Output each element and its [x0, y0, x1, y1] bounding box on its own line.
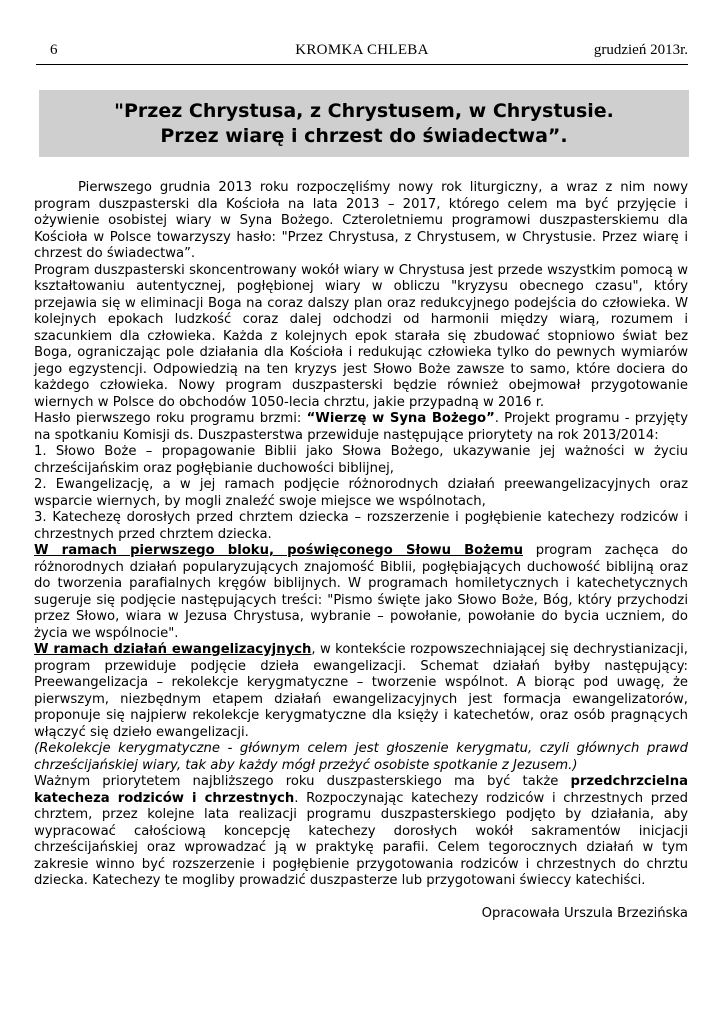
paragraph-motto [34, 411, 688, 444]
publication-title: KROMKA CHLEBA [295, 42, 429, 58]
page-header [36, 42, 688, 64]
paragraph-evangelization [34, 642, 688, 741]
catechesis-text: . Rozpoczynając katechezy rodziców i chrzestnych przed chrztem, przez kolejne lata realizacji programu duszpasterskiego podjęto by działania, aby wypracować całościową koncepcję katechezy dorosłych wokół sakramentów inicjacji chrześcijańskiej oraz wprowadzać ją w praktykę parafii. Celem tegorocznych działań w tym zakresie winno być rozszerzenie i pogłębienie przygotowania rodziców i chrzestnych do chrztu dziecka. Katechezy te mogliby prowadzić duszpasterze lub przygotowani świeccy katechiści. [34, 790, 688, 888]
word-of-god-heading: W ramach pierwszego bloku, poświęconego Słowu Bożemu [34, 543, 523, 558]
catechesis-lead: Ważnym priorytetem najbliższego roku duszpasterskiego ma być także [34, 774, 571, 789]
header-rule [36, 64, 688, 65]
evangelization-text: , w kontekście rozpowszechniającej się dechrystianizacji, program przewiduje podjęcie dzieła ewangelizacji. Schemat działań byłby następujący: Preewangelizacja – rekolekcje kerygmatyczne – tworzenie wspólnot. A biorąc pod uwagę, że pierwszym, niezbędnym etapem działań ewangelizacyjnych jest formacja ewangelizatorów, proponuje się najpierw rekolekcje kerygmatyczne dla księży i katechetów, oraz osób pragnących włączyć się dzieło ewangelizacji. [34, 642, 689, 740]
page-number: 6 [50, 42, 58, 58]
paragraph-word-of-god [34, 543, 688, 642]
article-body [34, 180, 688, 922]
catechesis-bold: przedchrzcielna katecheza rodziców i chrzestnych [34, 774, 688, 806]
paragraph-retreat-note: (Rekolekcje kerygmatyczne - głównym celem jest głoszenie kerygmatu, czyli głównych prawd chrześcijańskiej wiary, tak aby każdy mógł przeżyć osobiste spotkanie z Jezusem.) [34, 741, 688, 773]
motto-bold: “Wierzę w Syna Bożego” [306, 411, 495, 426]
evangelization-heading: W ramach działań ewangelizacyjnych [34, 642, 312, 657]
motto-rest: . Projekt programu - przyjęty na spotkaniu Komisji ds. Duszpasterstwa przewiduje następujące priorytety na rok 2013/2014: [34, 411, 688, 443]
motto-lead: Hasło pierwszego roku programu brzmi: [34, 411, 307, 426]
priority-item-3: 3. Katechezę dorosłych przed chrztem dziecka – rozszerzenie i pogłębienie katechezy rodziców i chrzestnych przed chrztem dziecka. [34, 510, 688, 542]
article-title-banner [39, 90, 689, 157]
author-signature: Opracowała Urszula Brzezińska [481, 905, 688, 921]
issue-date: grudzień 2013r. [593, 42, 688, 58]
paragraph-catechesis [34, 774, 688, 890]
paragraph-intro: Pierwszego grudnia 2013 roku rozpoczęliśmy nowy rok liturgiczny, a wraz z nim nowy program duszpasterski dla Kościoła na lata 2013 – 2017, którego celem ma być przyjęcie i ożywienie osobistej wiary w Syna Bożego. Czteroletniemu programowi duszpasterskiemu dla Kościoła w Polsce towarzyszy hasło: "Przez Chrystusa, z Chrystusem, w Chrystusie. Przez wiarę i chrzest do świadectwa”. [34, 180, 688, 261]
priority-item-2: 2. Ewangelizację, a w jej ramach podjęcie różnorodnych działań preewangelizacyjnych oraz wsparcie wiernych, by mogli znaleźć swoje miejsce we wspólnotach, [34, 477, 688, 509]
article-title-line-1: "Przez Chrystusa, z Chrystusem, w Chrystusie. [114, 100, 614, 122]
article-title-line-2: Przez wiarę i chrzest do świadectwa”. [160, 125, 568, 147]
priority-item-1: 1. Słowo Boże – propagowanie Biblii jako Słowa Bożego, ukazywanie jej ważności w życiu chrześcijańskim oraz pogłębianie duchowości biblijnej, [34, 444, 688, 476]
paragraph-program: Program duszpasterski skoncentrowany wokół wiary w Chrystusa jest przede wszystkim pomocą w kształtowaniu autentycznej, pogłębionej wiary w obliczu "kryzysu obecnego czasu", który przejawia się w eliminacji Boga na coraz dalszy plan oraz redukcyjnego podejścia do człowieka. W kolejnych epokach ludzkość coraz dalej odchodzi od harmonii między wiarą, rozumem i szacunkiem dla człowieka. Każda z kolejnych epok starała się zbudować stopniowo świat bez Boga, ograniczając pole działania dla Kościoła i redukując człowieka tylko do pewnych wymiarów jego egzystencji. Odpowiedzią na ten kryzys jest Słowo Boże zawsze to samo, które dociera do każdego człowieka. Nowy program duszpasterski będzie również obejmował przygotowanie wiernych w Polsce do obchodów 1050-lecia chrztu, jakie przypadną w 2016 r. [34, 262, 688, 410]
word-of-god-text: program zachęca do różnorodnych działań popularyzujących znajomość Biblii, pogłębiających duchowość biblijną oraz do tworzenia parafialnych kręgów biblijnych. W programach homiletycznych i katechetycznych sugeruje się podjęcie następujących treści: "Pismo święte jako Słowo Boże, Bóg, który przychodzi przez Słowo, wiara w Jezusa Chrystusa, wybranie – powołanie, powołanie do bycia uczniem, do życia we wspólnocie". [34, 543, 688, 641]
